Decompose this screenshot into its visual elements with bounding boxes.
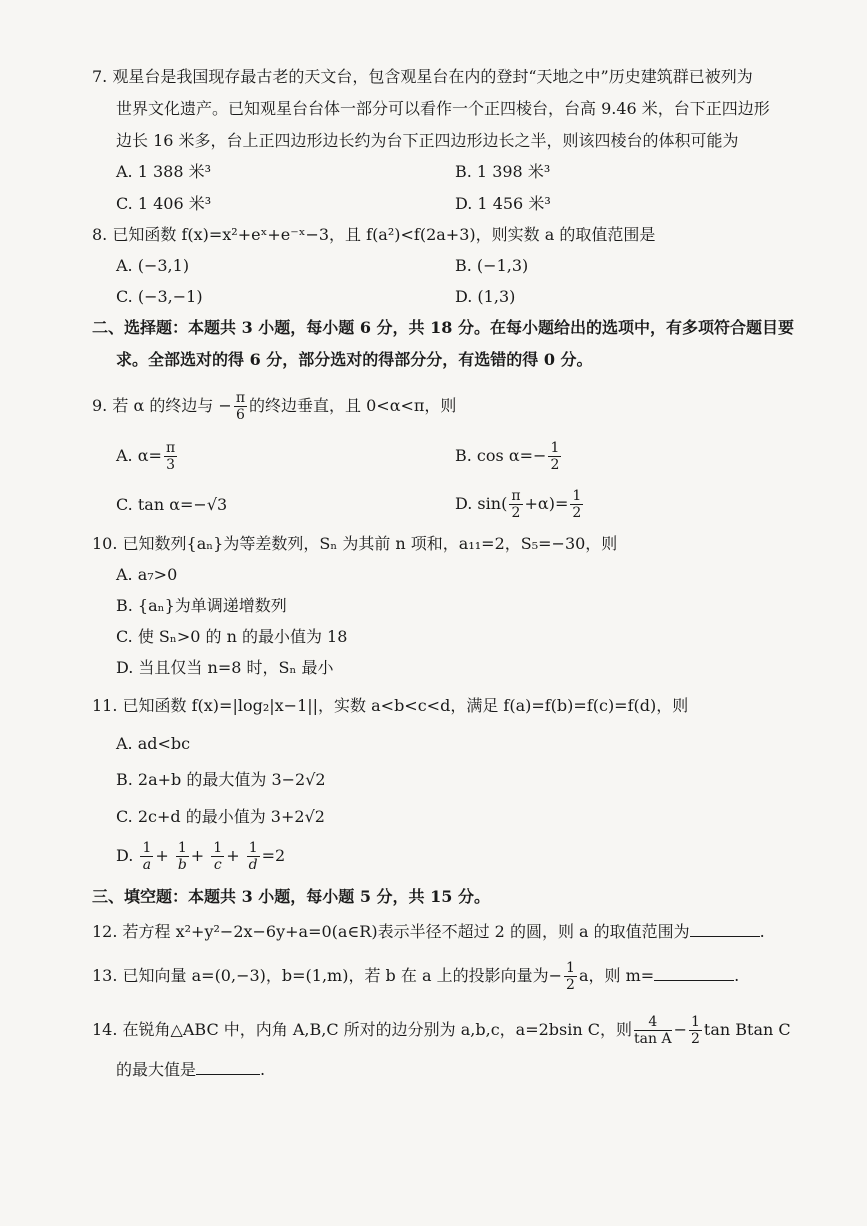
answer-blank[interactable] (654, 964, 734, 981)
q9-option-d: D. sin( $\frac{\pi}{2}$ +α)= $\frac{1}{2}$ (455, 488, 582, 521)
q10-option-d: D. 当且仅当 n=8 时，Sₙ 最小 (116, 658, 334, 677)
q7-line3: 边长 16 米多，台上正四边形边长约为台下正四边形边长之半，则该四棱台的体积可能为 (116, 131, 739, 150)
q11-option-b: B. 2a+b 的最大值为 3−2√2 (116, 770, 326, 789)
q7-line2: 世界文化遗产。已知观星台台体一部分可以看作一个正四棱台，台高 9.46 米，台下正四边形 (116, 99, 770, 118)
section2-line2: 求。全部选对的得 6 分，部分选对的得部分分，有选错的得 0 分。 (116, 350, 593, 369)
q7-option-c: C. 1 406 米³ (116, 194, 212, 213)
q11-option-d: D. $\frac{1}{a}$ + $\frac{1}{b}$ + $\frac{1}{c}$ + $\frac{1}{d}$ =2 (116, 840, 286, 873)
section3-title: 三、填空题：本题共 3 小题，每小题 5 分，共 15 分。 (92, 887, 490, 906)
q9-option-c: C. tan α=−√3 (116, 495, 228, 514)
q7-option-a: A. 1 388 米³ (116, 162, 212, 181)
answer-blank[interactable] (690, 920, 760, 937)
q7-option-b: B. 1 398 米³ (455, 162, 551, 181)
answer-blank[interactable] (196, 1058, 260, 1075)
q11-option-c: C. 2c+d 的最小值为 3+2√2 (116, 807, 325, 826)
q10-option-b: B. {aₙ}为单调递增数列 (116, 596, 287, 615)
q11-stem: 11. 已知函数 f(x)=|log₂|x−1||，实数 a<b<c<d，满足 f(a)=f(b)=f(c)=f(d)，则 (92, 696, 689, 715)
q8-option-b: B. (−1,3) (455, 256, 529, 275)
q7-line1: 7. 观星台是我国现存最古老的天文台，包含观星台在内的登封“天地之中”历史建筑群已被列为 (92, 67, 753, 86)
fraction: $\frac{\pi}{6}$ (235, 390, 246, 423)
q13-stem: 13. 已知向量 a=(0,−3)，b=(1,m)，若 b 在 a 上的投影向量为− $\frac{1}{2}$ a，则 m= . (92, 960, 740, 993)
q11-option-a: A. ad<bc (116, 734, 191, 753)
q8-stem: 8. 已知函数 f(x)=x²+eˣ+e⁻ˣ−3，且 f(a²)<f(2a+3)，则实数 a 的取值范围是 (92, 225, 656, 244)
q14-stem: 14. 在锐角△ABC 中，内角 A,B,C 所对的边分别为 a,b,c，a=2bsin C，则 $\frac{4}{\text{tan A}}$ − $\frac{1}{2}$ tan Btan C (92, 1014, 791, 1047)
q12-stem: 12. 若方程 x²+y²−2x−6y+a=0(a∈R)表示半径不超过 2 的圆，则 a 的取值范围为 . (92, 922, 765, 941)
q8-option-a: A. (−3,1) (116, 256, 190, 275)
q7-option-d: D. 1 456 米³ (455, 194, 551, 213)
q8-option-c: C. (−3,−1) (116, 287, 203, 306)
q14-line2: 的最大值是 . (116, 1060, 266, 1079)
q9-option-b: B. cos α=− $\frac{1}{2}$ (455, 440, 560, 473)
q9-stem: 9. 若 α 的终边与 − $\frac{\pi}{6}$ 的终边垂直，且 0<α<π，则 (92, 390, 457, 423)
q8-option-d: D. (1,3) (455, 287, 516, 306)
q9-option-a: A. α= $\frac{\pi}{3}$ (116, 440, 176, 473)
q10-option-a: A. a₇>0 (116, 565, 178, 584)
q10-stem: 10. 已知数列{aₙ}为等差数列，Sₙ 为其前 n 项和，a₁₁=2，S₅=−30，则 (92, 534, 618, 553)
q10-option-c: C. 使 Sₙ>0 的 n 的最小值为 18 (116, 627, 348, 646)
section2-line1: 二、选择题：本题共 3 小题，每小题 6 分，共 18 分。在每小题给出的选项中，有多项符合题目要 (92, 318, 794, 337)
